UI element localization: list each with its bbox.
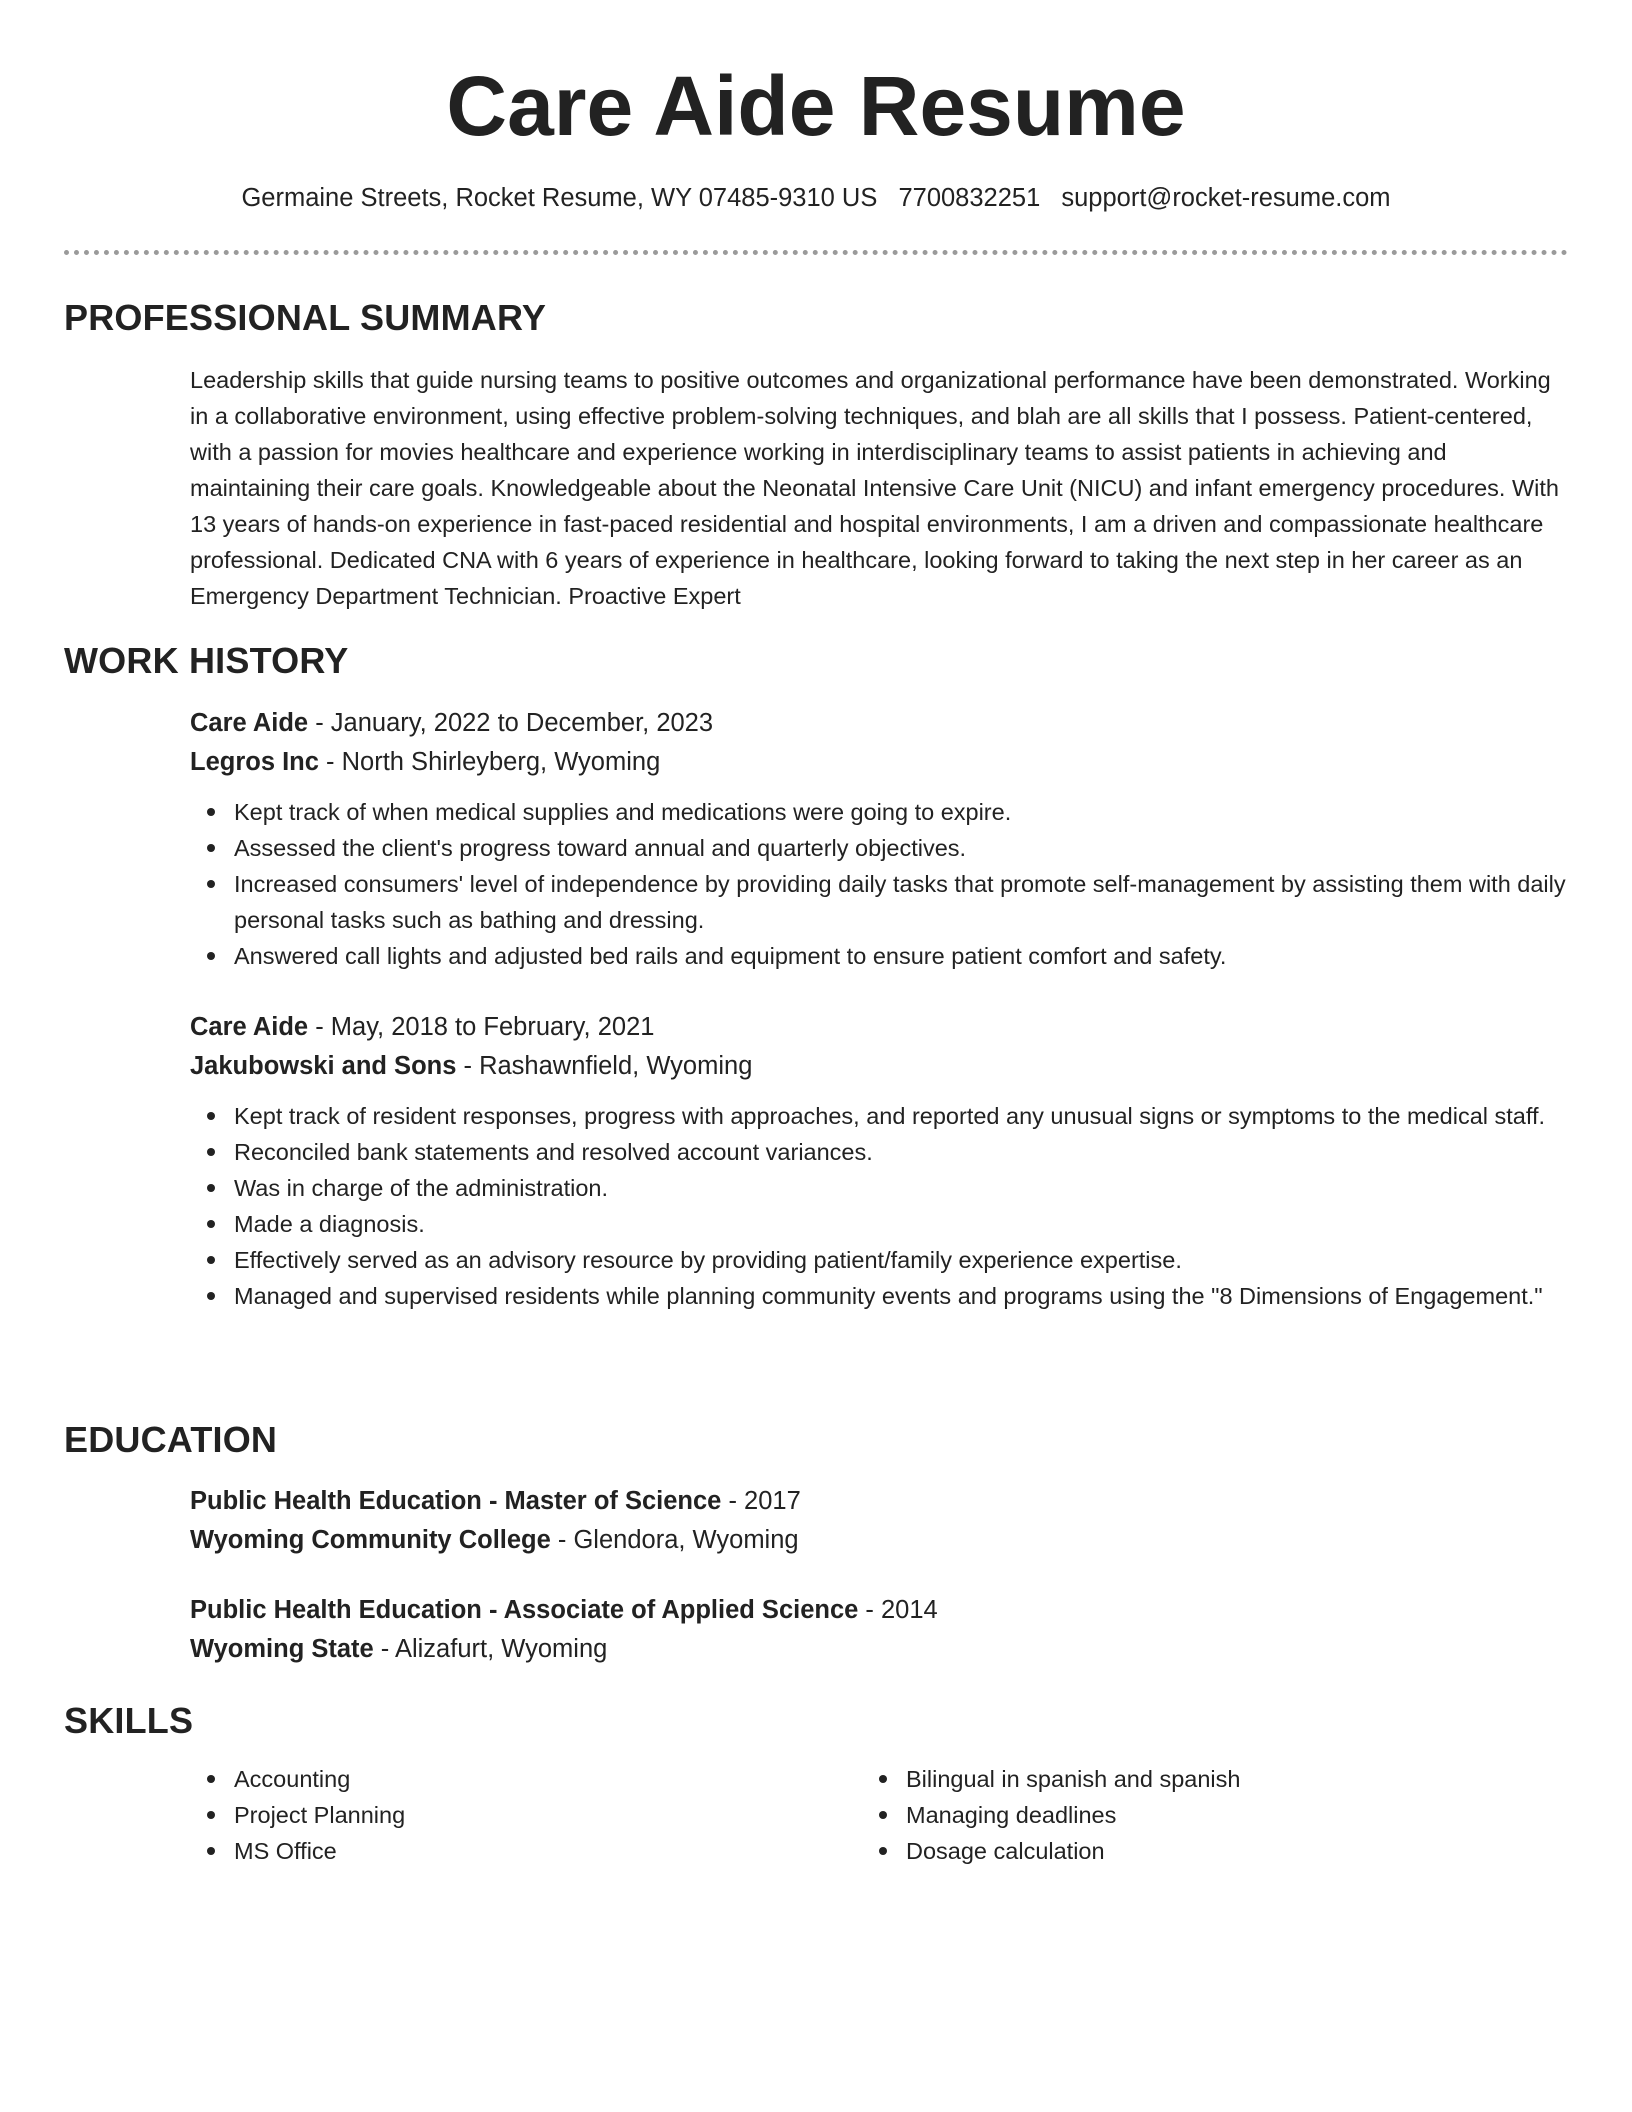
education-year: - 2014: [858, 1596, 938, 1624]
job-role: Care Aide: [190, 709, 309, 737]
job-company-line: [190, 1047, 1570, 1086]
skills-column-right: [862, 1761, 1502, 1869]
contact-line: [0, 180, 1632, 216]
skill-item: Managing deadlines: [906, 1797, 1502, 1833]
skill-item: Dosage calculation: [906, 1833, 1502, 1869]
list-item: Answered call lights and adjusted bed rails and equipment to ensure patient comfort and safety.: [234, 938, 1570, 974]
resume-title: Care Aide Resume: [446, 59, 1186, 153]
list-item: Effectively served as an advisory resource by providing patient/family experience expertise.: [234, 1242, 1570, 1278]
summary-heading: PROFESSIONAL SUMMARY: [64, 297, 547, 338]
education-year: - 2017: [721, 1487, 801, 1515]
education-degree: Public Health Education - Associate of Applied Science: [190, 1596, 859, 1624]
education-school-line: [190, 1630, 1570, 1669]
job-entry: [190, 1008, 1570, 1314]
education-school: Wyoming Community College: [190, 1526, 551, 1554]
list-item: Increased consumers' level of independence by providing daily tasks that promote self-management by assisting them with daily personal tasks such as bathing and dressing.: [234, 866, 1570, 938]
education-school: Wyoming State: [190, 1635, 374, 1663]
list-item: Assessed the client's progress toward annual and quarterly objectives.: [234, 830, 1570, 866]
job-bullets: [190, 1098, 1570, 1314]
job-company-line: [190, 743, 1570, 782]
work-history-heading: WORK HISTORY: [64, 640, 349, 681]
list-item: Kept track of when medical supplies and medications were going to expire.: [234, 794, 1570, 830]
education-degree-line: [190, 1482, 1570, 1521]
job-dates: - May, 2018 to February, 2021: [308, 1013, 655, 1041]
education-entry: [190, 1482, 1570, 1560]
skill-item: Accounting: [234, 1761, 830, 1797]
job-dates: - January, 2022 to December, 2023: [308, 709, 714, 737]
summary-section: [190, 362, 1570, 614]
job-title-line: [190, 1008, 1570, 1047]
education-degree-line: [190, 1591, 1570, 1630]
contact-phone: 7700832251: [898, 184, 1041, 212]
education-heading: EDUCATION: [64, 1419, 278, 1460]
job-role: Care Aide: [190, 1013, 309, 1041]
education-school-line: [190, 1521, 1570, 1560]
skills-heading: SKILLS: [64, 1700, 194, 1741]
skill-item: Project Planning: [234, 1797, 830, 1833]
list-item: Kept track of resident responses, progress with approaches, and reported any unusual signs or symptoms to the medical staff.: [234, 1098, 1570, 1134]
list-item: Made a diagnosis.: [234, 1206, 1570, 1242]
job-location: - Rashawnfield, Wyoming: [456, 1052, 753, 1080]
job-bullets: [190, 794, 1570, 974]
contact-email: support@rocket-resume.com: [1061, 184, 1391, 212]
list-item: Was in charge of the administration.: [234, 1170, 1570, 1206]
header-divider: [64, 250, 1568, 255]
education-location: - Glendora, Wyoming: [550, 1526, 799, 1554]
list-item: Reconciled bank statements and resolved account variances.: [234, 1134, 1570, 1170]
skills-list: [862, 1761, 1502, 1869]
education-location: - Alizafurt, Wyoming: [373, 1635, 608, 1663]
summary-text: Leadership skills that guide nursing teams to positive outcomes and organizational performance have been demonstrated. Working in a collaborative environment, using effective problem-solving techniques, and blah are all skills that I possess. Patient-centered, with a passion for movies healthcare and experience working in interdisciplinary teams to assist patients in achieving and maintaining their care goals. Knowledgeable about the Neonatal Intensive Care Unit (NICU) and infant emergency procedures. With 13 years of hands-on experience in fast-paced residential and hospital environments, I am a driven and compassionate healthcare professional. Dedicated CNA with 6 years of experience in healthcare, looking forward to taking the next step in her career as an Emergency Department Technician. Proactive Expert: [190, 367, 1559, 609]
list-item: Managed and supervised residents while planning community events and programs using the "8 Dimensions of Engagement.": [234, 1278, 1570, 1314]
contact-address: Germaine Streets, Rocket Resume, WY 07485-9310 US: [241, 184, 878, 212]
education-entry: [190, 1591, 1570, 1669]
job-location: - North Shirleyberg, Wyoming: [318, 748, 661, 776]
skill-item: Bilingual in spanish and spanish: [906, 1761, 1502, 1797]
skills-section: [190, 1761, 1570, 1881]
job-company: Legros Inc: [190, 748, 319, 776]
skills-list: [190, 1761, 830, 1869]
skills-column-left: [190, 1761, 830, 1869]
job-title-line: [190, 704, 1570, 743]
skill-item: MS Office: [234, 1833, 830, 1869]
education-degree: Public Health Education - Master of Science: [190, 1487, 722, 1515]
job-company: Jakubowski and Sons: [190, 1052, 457, 1080]
job-entry: [190, 704, 1570, 974]
